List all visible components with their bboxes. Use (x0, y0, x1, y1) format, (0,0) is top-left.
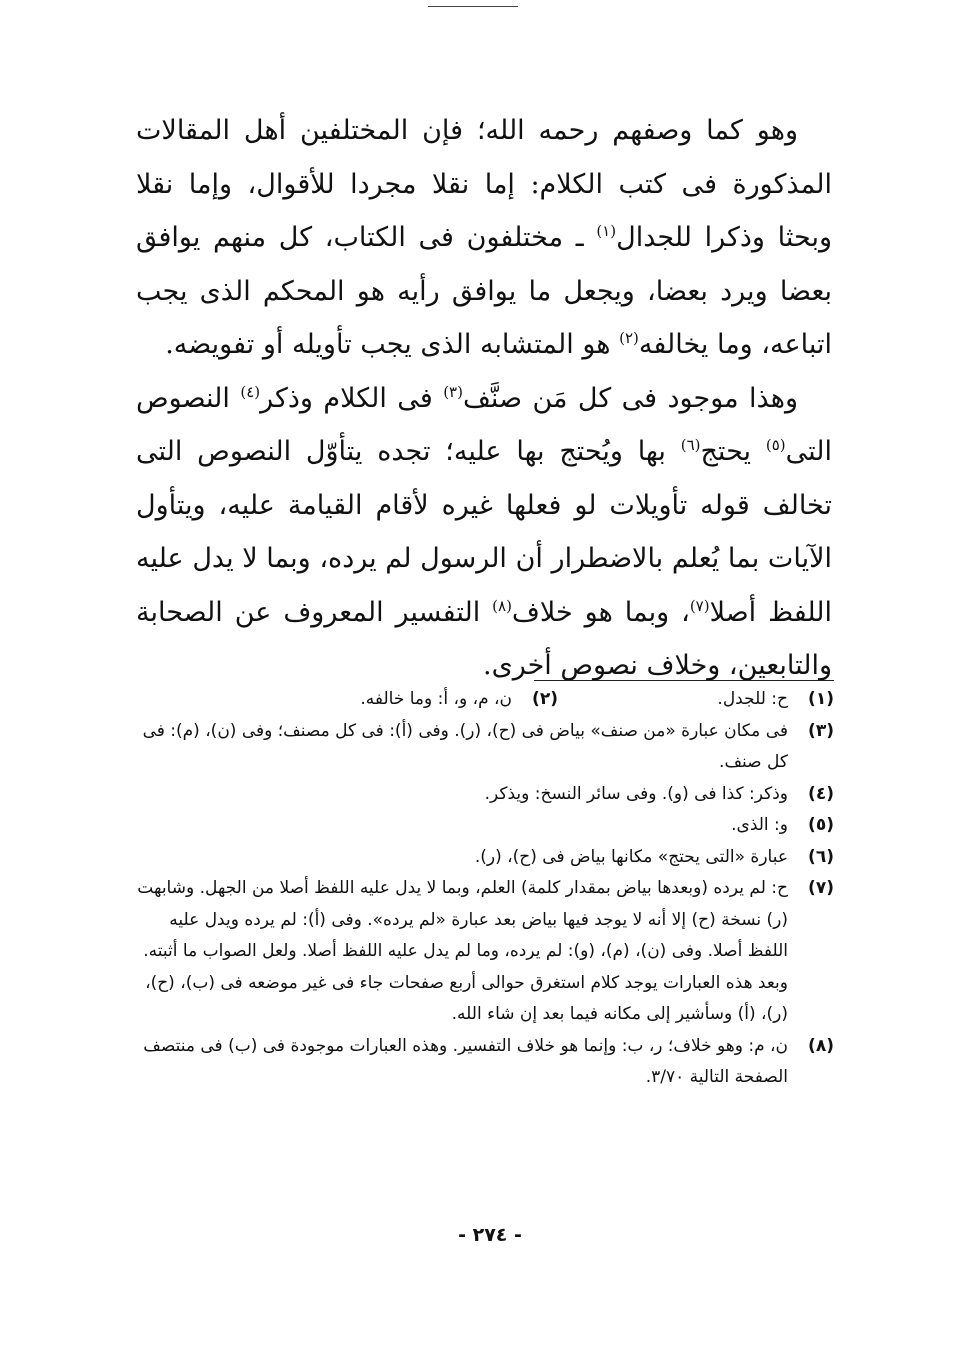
text-segment: وهو كما وصفهم رحمه الله؛ فإن المختلفين أهل المقالات المذكورة فى كتب الكلام: إما نقلا مجردا للأقوال، وإما نقلا وبحثا وذكرا للجدال (136, 115, 832, 253)
footnote-5 (132, 810, 834, 842)
text-segment: ، وبما هو خلاف (511, 596, 690, 628)
text-segment: التفسير المعروف عن الصحابة والتابعين، وخلاف نصوص أخرى. (136, 596, 832, 681)
footnote-ref-3[interactable]: (٣) (443, 382, 463, 401)
footnote-ref-2[interactable]: (٢) (619, 329, 639, 347)
text-segment: يحتج (700, 436, 766, 467)
page-number: - ٢٧٤ - (458, 1224, 522, 1246)
footnote-ref-7[interactable]: (٧) (689, 596, 710, 615)
footnote-ref-1[interactable]: (١) (596, 222, 617, 240)
footnote-number: (٤) (808, 783, 834, 804)
footnote-ref-5[interactable]: (٥) (765, 436, 786, 454)
main-text (136, 104, 832, 693)
text-segment: النصوص التى (136, 382, 832, 467)
footnote-7 (132, 873, 834, 1031)
footnote-number: (٦) (808, 846, 834, 867)
footnote-number: (٨) (808, 1035, 834, 1056)
text-segment: فى الكلام وذكر (260, 382, 444, 414)
paragraph-2 (136, 372, 832, 693)
footnote-text: ح: لم يرده (وبعدها بياض بمقدار كلمة) العلم، وبما لا يدل عليه اللفظ أصلا من الجهل. وشابهت (ر) نسخة (ح) إلا أنه لا يوجد فيها بياض بعد عبارة «لم يرده». وفى (أ): لم يرده ويدل عليه اللفظ أصلا. وفى (ن)، (م)، (و): لم يرده، وما لم يدل عليه اللفظ أصلا. ولعل الصواب ما أثبته. وبعد هذه العبارات يوجد كلام استغرق حوالى أربع صفحات جاء فى غير موضعه فى (ب)، (ح)، (ر)، (أ) وسأشير إلى مكانه فيما بعد إن شاء الله. (137, 878, 788, 1024)
footnote-text: ن، م: وهو خلاف؛ ر، ب: وإنما هو خلاف التفسير. وهذه العبارات موجودة فى (ب) فى منتصف الصفحة التالية ٣/٧٠. (143, 1035, 788, 1087)
footnote-4 (132, 779, 834, 811)
footnote-number: (٧) (808, 878, 834, 898)
footnote-8 (132, 1031, 834, 1094)
footnote-text: ن، م، و، أ: وما خالفه. (360, 689, 512, 709)
footnote-number: (٥) (808, 815, 834, 835)
text-segment: ـ مختلفون فى الكتاب، كل منهم يوافق بعضا ويرد بعضا، ويجعل ما يوافق رأيه هو المحكم الذى يجب اتباعه، وما يخالفه (136, 222, 832, 360)
footnote-1 (558, 684, 834, 716)
footnote-ref-6[interactable]: (٦) (680, 436, 701, 454)
text-segment: وهذا موجود فى كل مَن صنَّف (462, 382, 799, 414)
footnote-text: عبارة «التى يحتج» مكانها بياض فى (ح)، (ر). (474, 846, 788, 867)
footnote-text: فى مكان عبارة «من صنف» بياض فى (ح)، (ر). وفى (أ): فى كل مصنف؛ وفى (ن)، (م): فى كل صنف. (142, 720, 788, 772)
footnote-6 (132, 842, 834, 874)
paragraph-1 (136, 104, 832, 372)
footnote-text: و: الذى. (731, 815, 788, 835)
footnote-2 (360, 684, 558, 716)
footnote-number: (٢) (532, 689, 558, 709)
footnote-3 (132, 716, 834, 779)
footnote-text: ح: للجدل. (717, 689, 788, 709)
footnote-ref-4[interactable]: (٤) (240, 382, 261, 401)
footnotes (132, 684, 834, 1094)
footnote-ref-8[interactable]: (٨) (492, 596, 512, 615)
footnote-row (132, 684, 834, 716)
footnote-separator (534, 680, 834, 681)
footnote-text: وذكر: كذا فى (و). وفى سائر النسخ: ويذكر. (484, 783, 788, 804)
text-segment: هو المتشابه الذى يجب تأويله أو تفويضه. (165, 329, 620, 360)
header-rule (428, 6, 518, 7)
footnote-number: (٣) (808, 720, 834, 741)
footnote-number: (١) (808, 689, 834, 709)
text-segment: بها ويُحتج بها عليه؛ تجده يتأوّل النصوص التى تخالف قوله تأويلات لو فعلها غيره لأقام القيامة عليه، ويتأول الآيات بما يُعلم بالاضطرار أن الرسول لم يرده، وبما لا يدل عليه اللفظ أصلا (136, 436, 833, 628)
